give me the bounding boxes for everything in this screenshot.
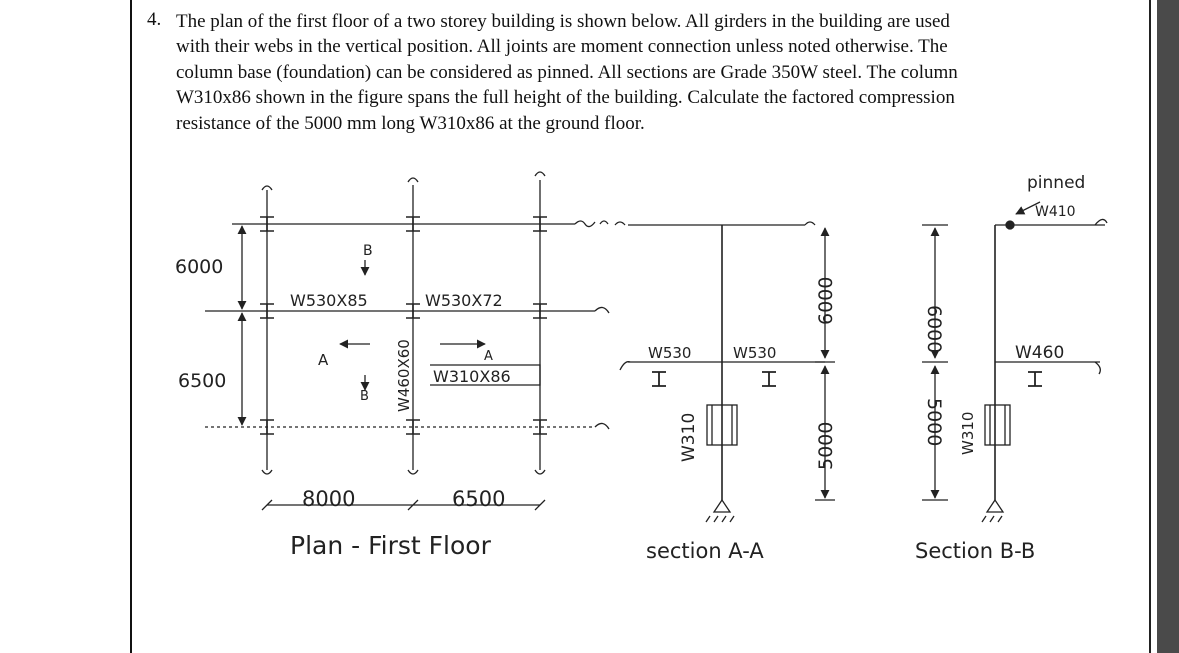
section-aa-pin-support <box>714 500 730 512</box>
plan-break-mark <box>408 178 418 182</box>
section-bb-pin-joint <box>1006 221 1014 229</box>
plan-labels <box>175 243 511 560</box>
section-bb-beam-symbol <box>1028 372 1042 386</box>
section-bb-pinned-label: pinned <box>1027 173 1086 193</box>
plan-beam-w530x72: W530X72 <box>425 291 503 310</box>
plan-break-mark <box>262 186 272 190</box>
section-bb-labels <box>915 173 1085 563</box>
section-aa-beam-left: W530 <box>648 344 692 362</box>
plan-dim-8000-label: 8000 <box>302 487 356 511</box>
plan-marker-b2: B <box>360 389 369 404</box>
section-aa-beam-symbol <box>762 372 776 386</box>
section-aa-beam-symbol <box>652 372 666 386</box>
plan-beam-w460x60: W460X60 <box>395 339 413 412</box>
section-bb-w460-label: W460 <box>1015 343 1065 363</box>
section-aa-dim-6000-label: 6000 <box>815 276 837 325</box>
section-aa-drawing <box>615 222 835 522</box>
plan-break-mark <box>600 221 608 224</box>
plan-break-mark <box>575 221 595 227</box>
section-bb-column-section <box>985 405 1010 445</box>
plan-break-mark <box>595 307 609 313</box>
plan-break-mark <box>535 172 545 176</box>
section-bb-dim-5000-label: 5000 <box>923 398 945 447</box>
question-line: W310x86 shown in the figure spans the full height of the building. Calculate the factored compression <box>176 87 955 109</box>
plan-marker-b: B <box>363 243 373 259</box>
section-bb-w410-label: W410 <box>1035 204 1076 220</box>
section-bb-pin-support <box>987 500 1003 512</box>
question-line: resistance of the 5000 mm long W310x86 at the ground floor. <box>176 112 645 134</box>
plan-marker-a: A <box>318 351 329 369</box>
plan-column-w310x86: W310X86 <box>433 367 511 386</box>
plan-marker-a2: A <box>484 349 493 364</box>
section-aa-caption: section A-A <box>646 539 764 563</box>
plan-caption: Plan - First Floor <box>290 531 491 560</box>
section-aa-beam-right: W530 <box>733 344 777 362</box>
plan-dim-6500-label: 6500 <box>178 370 227 392</box>
plan-break-mark <box>595 423 609 429</box>
plan-break-mark <box>408 470 418 474</box>
section-bb-caption: Section B-B <box>915 539 1036 563</box>
section-aa-dim-5000-label: 5000 <box>815 421 837 470</box>
section-aa-column-label: W310 <box>679 412 699 462</box>
question-line: column base (foundation) can be considered as pinned. All sections are Grade 350W steel. The column <box>176 61 958 83</box>
plan-dim-6500-bottom-label: 6500 <box>452 487 506 511</box>
plan-break-mark <box>262 470 272 474</box>
plan-break-mark <box>535 470 545 474</box>
question-number: 4. <box>147 9 162 30</box>
section-bb-column-label: W310 <box>959 411 977 455</box>
plan-beam-w530x85: W530X85 <box>290 291 368 310</box>
section-bb-dim-6000-label: 6000 <box>923 305 945 354</box>
plan-dim-6000-label: 6000 <box>175 256 224 278</box>
section-aa-labels <box>646 277 837 563</box>
question-line: The plan of the first floor of a two storey building is shown below. All girders in the building are used <box>176 11 950 32</box>
question-line: with their webs in the vertical position. All joints are moment connection unless noted otherwise. The <box>176 36 948 58</box>
